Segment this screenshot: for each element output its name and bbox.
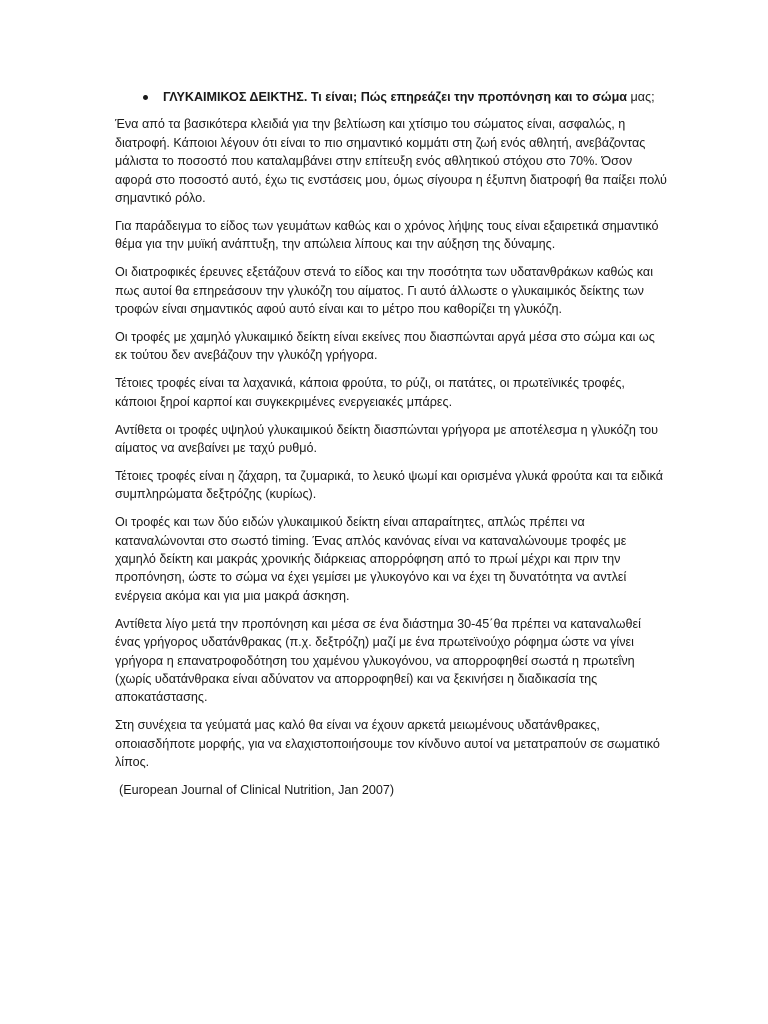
paragraph-7: Τέτοιες τροφές είναι η ζάχαρη, τα ζυμαρικά, το λευκό ψωμί και ορισμένα γλυκά φρούτα και τα ειδικά συμπληρώματα δεξτρόζης (κυρίως). bbox=[115, 468, 663, 502]
paragraph-9: Αντίθετα λίγο μετά την προπόνηση και μέσα σε ένα διάστημα 30-45΄θα πρέπει να καταναλωθεί ένας γρήγορος υδατάνθρακας (π.χ. δεξτρόζη) μαζί με ένα πρωτεϊνούχο ρόφημα ώστε να γίνει γρήγορα η επανατροφοδότηση του χαμένου γλυκογόνου, να απορροφηθεί σωστά η πρωτεΐνη (χωρίς υδατάνθρακα είναι αδύνατον να απορροφηθεί) και να ξεκινήσει η διαδικασία της αποκατάστασης. bbox=[115, 616, 641, 705]
paragraph-4: Οι τροφές με χαμηλό γλυκαιμικό δείκτη είναι εκείνες που διασπώνται αργά μέσα στο σώμα και ως εκ τούτου δεν ανεβάζουν την γλυκόζη γρήγορα. bbox=[115, 329, 655, 363]
paragraph-10: Στη συνέχεια τα γεύματά μας καλό θα είναι να έχουν αρκετά μειωμένους υδατάνθρακες, οποιασδήποτε μορφής, για να ελαχιστοποιήσουμε τον κίνδυνο αυτοί να μετατραπούν σε σωματικό λίπος. bbox=[115, 718, 660, 770]
paragraph-5: Τέτοιες τροφές είναι τα λαχανικά, κάποια φρούτα, το ρύζι, οι πατάτες, οι πρωτεϊνικές τροφές, κάποιοι ξηροί καρποί και συγκεκριμένες ενεργειακές μπάρες. bbox=[115, 376, 625, 409]
heading-text bbox=[163, 90, 655, 104]
paragraph-3: Οι διατροφικές έρευνες εξετάζουν στενά το είδος και την ποσότητα των υδατανθράκων καθώς και πως αυτοί θα επηρεάσουν την γλυκόζη του αίματος. Γι αυτό άλλωστε ο γλυκαιμικός δείκτης των τροφών είναι σημαντικός αφού αυτό είναι και το μέτρο που καθορίζει τη γλυκόζη. bbox=[115, 265, 654, 317]
paragraph-8: Οι τροφές και των δύο ειδών γλυκαιμικού δείκτη είναι απαραίτητες, απλώς πρέπει να καταναλώνονται στο σωστό timing. Ένας απλός κανόνας είναι να καταναλώνουμε τροφές με χαμηλό δείκτη και μακράς χρονικής διάρκειας απορρόφηση από το πρωί μέχρι και πριν την προπόνηση, ώστε το σώμα να έχει γεμίσει με γλυκογόνο και να έχει τη δυνατότητα να αντλεί ενέργεια ακόμα και για μια μακρά άσκηση. bbox=[115, 515, 627, 603]
bullet-icon bbox=[143, 95, 148, 100]
paragraph-1: Ένα από τα βασικότερα κλειδιά για την βελτίωση και χτίσιμο του σώματος είναι, ασφαλώς, η διατροφή. Κάποιοι λέγουν ότι είναι το πιο σημαντικό κομμάτι στη ζωή ενός αθλητή, ανεβάζοντας μάλιστα το ποσοστό που καταλαμβάνει στην επίτευξη ενός αθλητικού στόχου στο 70%. Όσον αφορά στο ποσοστό αυτό, έχω τις ενστάσεις μου, όμως σίγουρα η έξυπνη διατροφή θα παίξει πολύ σημαντικό ρόλο. bbox=[115, 117, 667, 206]
citation: (European Journal of Clinical Nutrition, Jan 2007) bbox=[119, 783, 395, 797]
heading-normal-text: μας; bbox=[627, 90, 655, 104]
heading-bullet-item bbox=[115, 88, 668, 106]
paragraph-6: Αντίθετα οι τροφές υψηλού γλυκαιμικού δείκτη διασπώνται γρήγορα με αποτέλεσμα η γλυκόζη του αίματος να ανεβαίνει με ταχύ ρυθμό. bbox=[115, 422, 659, 455]
heading-bold-text: ΓΛΥΚΑΙΜΙΚΟΣ ΔΕΙΚΤΗΣ. Τι είναι; Πώς επηρεάζει την προπόνηση και το σώμα bbox=[163, 90, 628, 104]
paragraph-2: Για παράδειγμα το είδος των γευμάτων καθώς και ο χρόνος λήψης τους είναι εξαιρετικά σημαντικό θέμα για την μυϊκή ανάπτυξη, την απώλεια λίπους και την αύξηση της δύναμης. bbox=[115, 218, 659, 252]
